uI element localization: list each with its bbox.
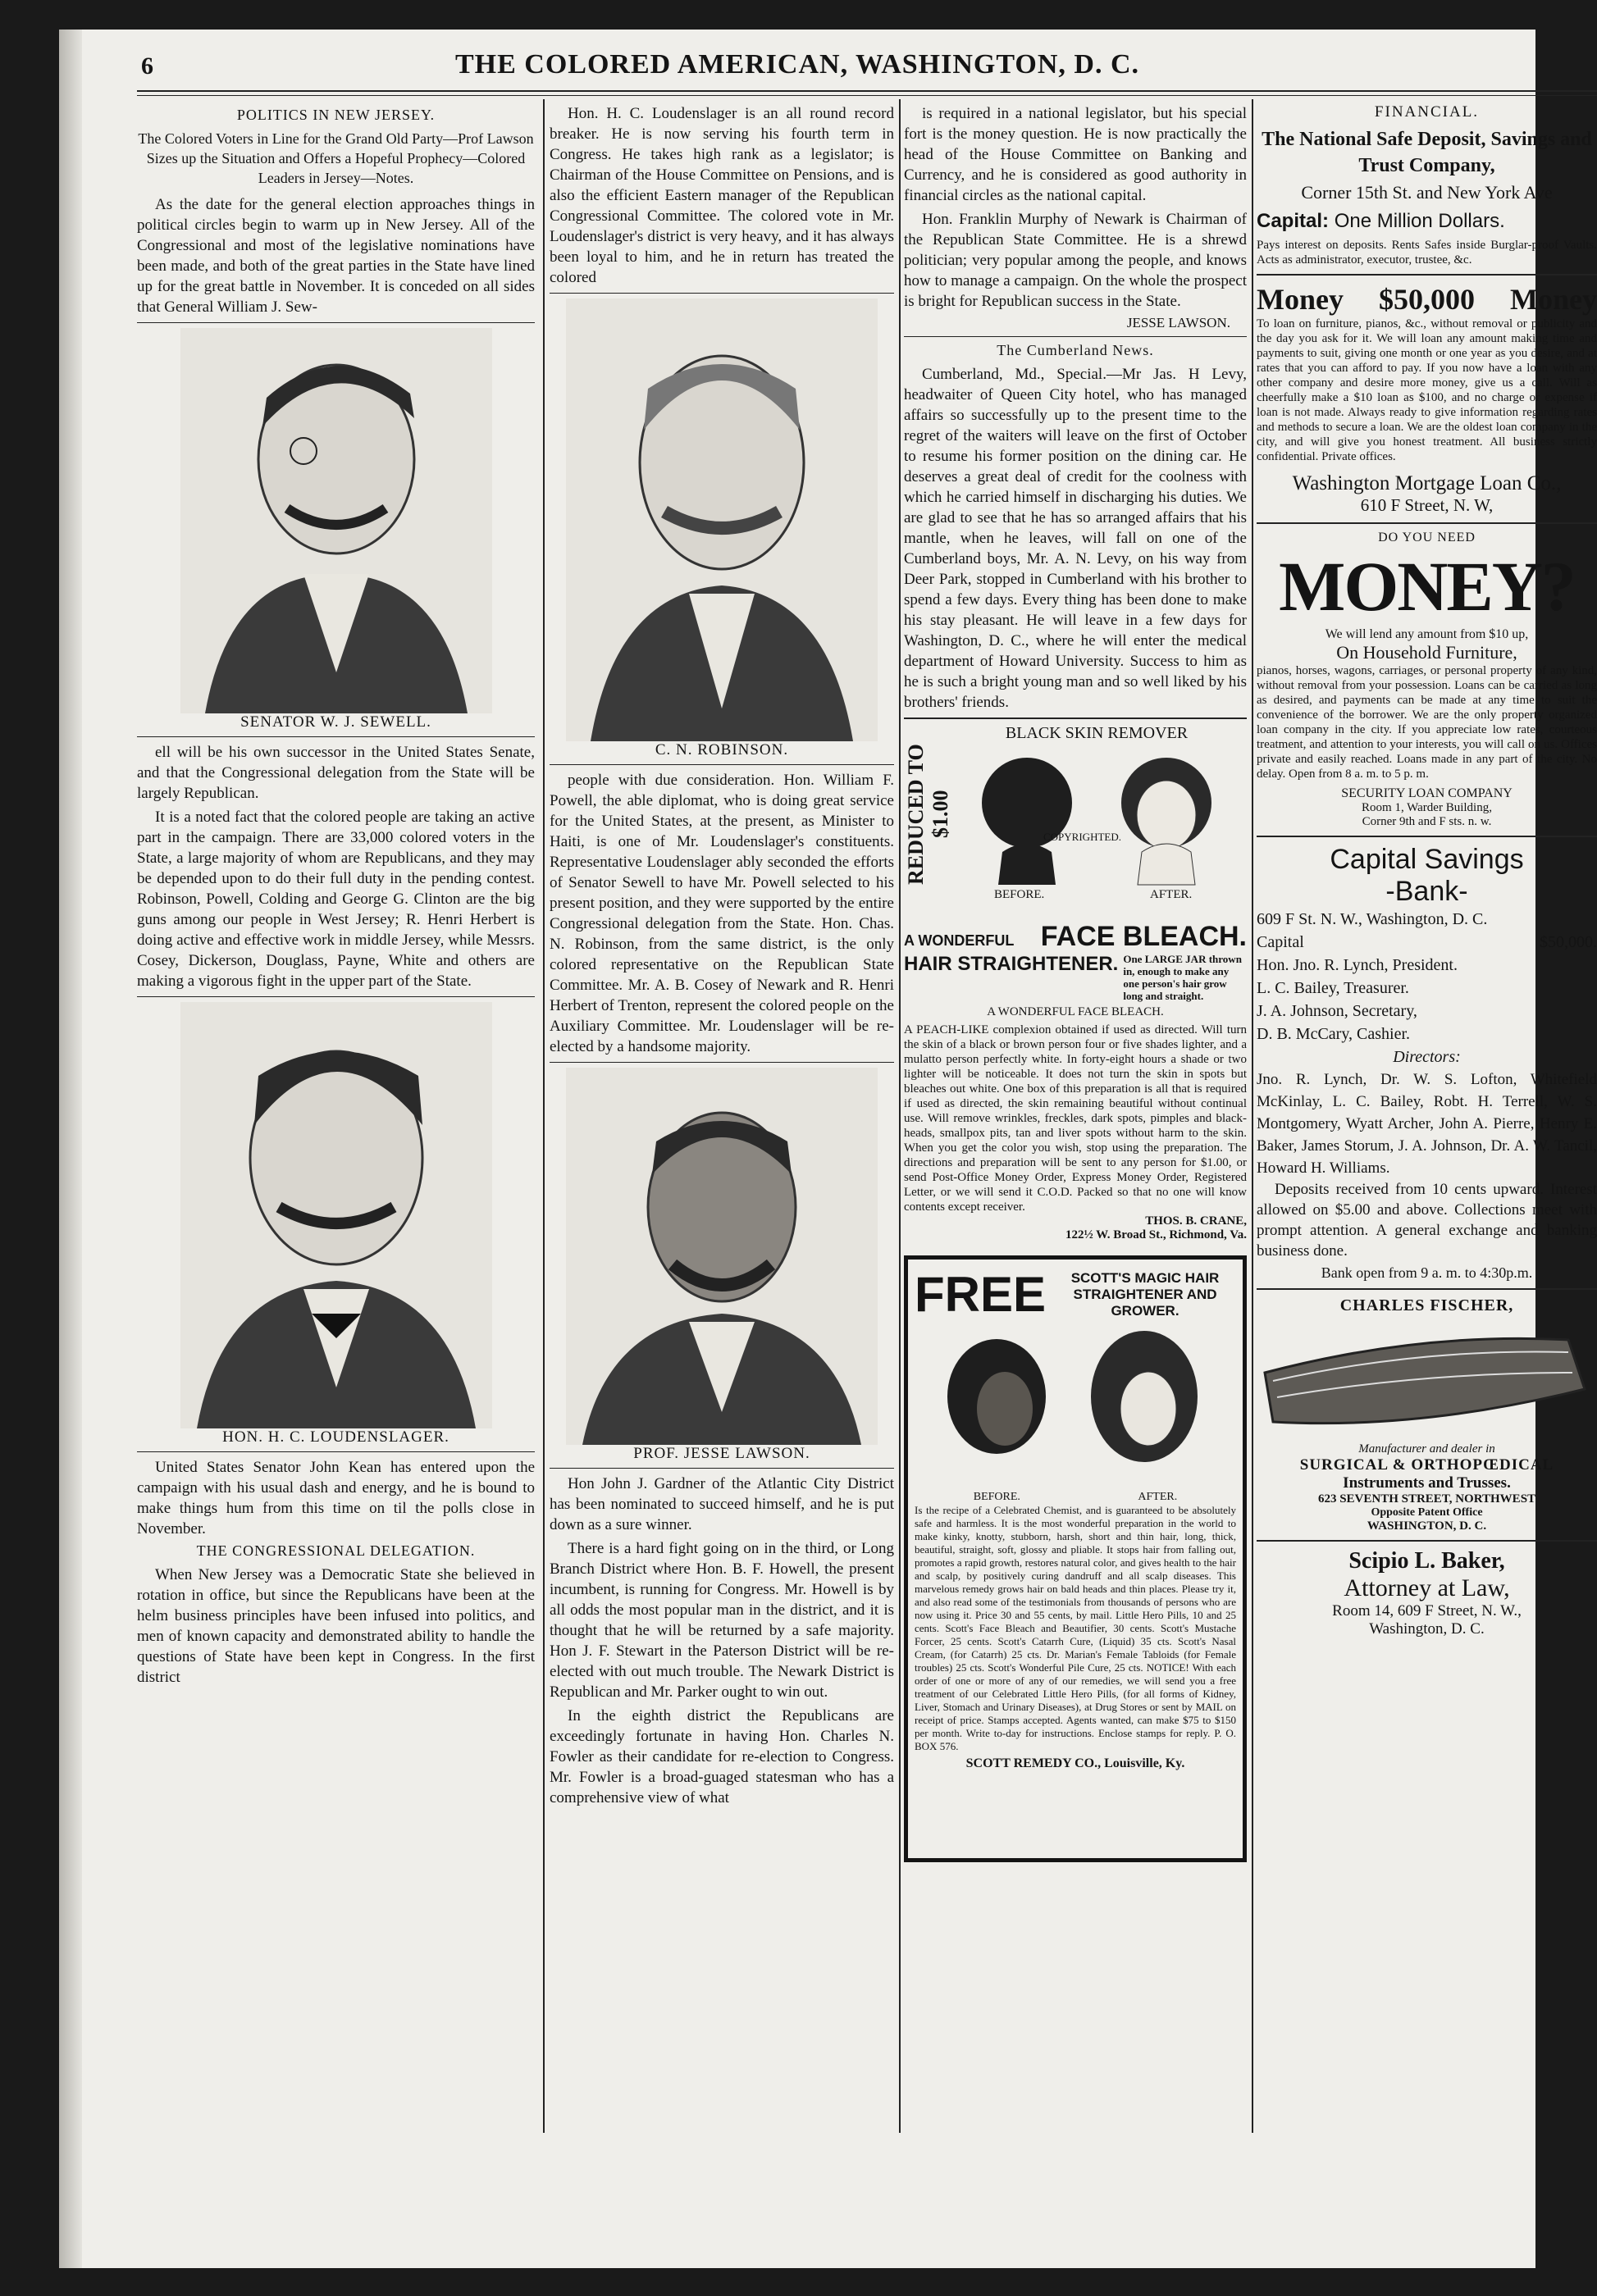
newspaper-page [59,30,1597,2268]
column-4 [1257,103,1597,2129]
ad-labels [915,1491,1236,1504]
directors-heading: Directors: [1393,1048,1461,1066]
section-headline: THE CONGRESSIONAL DELEGATION. [196,1542,476,1559]
bank-name: The National Safe Deposit, Savings and Trust Company, [1262,129,1592,176]
portrait-caption: SENATOR W. J. SEWELL. [240,713,431,731]
ad-title: BLACK SKIN REMOVER [1005,724,1189,742]
baker-title: Attorney at Law, [1344,1574,1510,1601]
officer: J. A. Johnson, Secretary, [1257,1002,1417,1020]
financial-heading: FINANCIAL. [1374,103,1480,121]
ad-hair-row [904,953,1247,1002]
engraving-image [566,1068,878,1445]
section-headline: The Cumberland News. [997,342,1154,358]
bank-capital: One Million Dollars. [1334,210,1505,232]
article-paragraph: As the date for the general election approaches things in political circles begin to warm up in New Jersey. All of the Congressional and most of the legislative nominations have been made, and both of the great parties in the State have lined up for the great battle in November. It is conceded on all sides that General William J. Sew- [137,196,535,316]
article-paragraph: Hon John J. Gardner of the Atlantic City District has been nominated to succeed himself, and he is put down as a sure winner. [550,1475,894,1533]
security-room: Room 1, Warder Building, [1362,801,1492,814]
ad-hair-straightener: HAIR STRAIGHTENER. [904,953,1119,975]
officer: D. B. McCary, Cashier. [1257,1025,1411,1043]
article-paragraph: is required in a national legislator, but his special fort is the money question. He is now practically the head of the House Committee on Banking and Currency, and he is considered as good authority in financial circles as the national capital. [904,105,1247,204]
portrait-caption: PROF. JESSE LAWSON. [633,1445,810,1462]
ad-wonderful: A WONDERFUL [904,932,1015,949]
furniture-line: On Household Furniture, [1336,642,1517,663]
officer: Hon. Jno. R. Lynch, President. [1257,956,1458,974]
fischer-instruments: Instruments and Trusses. [1343,1474,1511,1492]
article-subhead: The Colored Voters in Line for the Grand Old Party—Prof Lawson Sizes up the Situation and Offers a Hopeful Prophecy—Colored Leaders in Jersey—Notes. [138,130,534,186]
ad-subtitle: A WONDERFUL FACE BLEACH. [987,1005,1164,1018]
money-ad-body: To loan on furniture, pianos, &c., without removal or publicity and the day you ask for it. We will loan any amount making time and payments to suit, giving one month or one year as you desire, and at rates that you can afford to pay. If you now have a loan with any other company and desire more money, give us a call. Will as cheerfully make a $10 loan as $100, and no charge or expense if loan is not made. Always ready to give information regarding rates and methods to secure a loan. We are the oldest loan company in the city, and will give you honest treatment. All business strictly confidential. Private offices. [1257,317,1597,463]
money-question: MONEY? [1279,547,1575,626]
bank-hours: Bank open from 9 a. m. to 4:30p.m. [1321,1264,1533,1281]
article-headline: POLITICS IN NEW JERSEY. [236,107,436,123]
column-3 [904,103,1247,2129]
ad-address: 122½ W. Broad St., Richmond, Va. [1065,1228,1247,1241]
security-company: SECURITY LOAN COMPANY [1341,786,1513,800]
before-after-image [915,1323,1226,1487]
ad-footer: SCOTT REMEDY CO., Louisville, Ky. [965,1756,1185,1770]
article-paragraph: In the eighth district the Republicans are exceedingly fortunate in having Hon. Charles N. Fowler as their candidate for re-election to Congress. Mr. Fowler is a broad-guaged statesman who has a comprehensive view of what [550,1707,894,1806]
fischer-opposite: Opposite Patent Office [1371,1506,1483,1519]
page-binding [59,30,82,2268]
engraving-image [180,328,492,713]
need-heading: DO YOU NEED [1378,531,1476,544]
ad-jar-text: One LARGE JAR thrown in, enough to make any one person's hair grow long and straight. [1123,953,1242,1002]
money-left: Money [1257,283,1344,316]
ad-body: A PEACH-LIKE complexion obtained if used as directed. Will turn the skin of a black or brown person four or five shades lighter, and a mulatto person perfectly white. In forty-eight hours a shade or two lighter will be noticeable. It does not turn the skin in spots but bleaches out white. One box of this preparation is all that is required if used as directed, the skin remaining beautiful without continual use. Will remove wrinkles, freckles, dark spots, pimples and black-heads, smallpox pits, tan and liver spots without harm to the skin. When you get the color you wish, stop using the preparation. The directions and preparation will be sent to any person for $1.00, or send Post-Office Money Order, Express Money Order, Registered Letter, or we will send it C.O.D. Packed so that no one will know contents except receiver. [904,1023,1247,1214]
capital-savings-title: Capital Savings [1330,844,1524,875]
ad-free: FREE [915,1267,1047,1322]
ad-after-label: AFTER. [1138,1491,1178,1503]
column-rule [1252,99,1253,2133]
bank-address: Corner 15th St. and New York Ave [1301,182,1553,203]
ad-side-banner: REDUCED TO $1.00 [904,744,952,885]
truss-image [1257,1315,1593,1438]
baker-city: Washington, D. C. [1369,1620,1485,1638]
article-paragraph: Hon. H. C. Loudenslager is an all round record breaker. He is now serving his fourth term in Congress. He takes high rank as a legislator; is Chairman of the House Committee on Pensions, and is also the efficient Eastern manager of the Republican Congressional Committee. The colored vote in Mr. Loudenslager's district is very heavy, and it has always been loyal to him, and he in return has treated the colored [550,105,894,286]
fischer-name: CHARLES FISCHER, [1339,1296,1514,1314]
ad-title: SCOTT'S MAGIC HAIR STRAIGHTENER AND GROWER. [1070,1269,1220,1319]
directors-list: Jno. R. Lynch, Dr. W. S. Lofton, Whitefield McKinlay, L. C. Bailey, Robt. H. Terrell, W. S. Montgomery, Wyatt Archer, John A. Pierre, Henry E. Baker, James Storum, J. A. Johnson, Dr. A. W. Tancil, Howard H. Williams. [1257,1071,1597,1177]
ad-copyright: COPYRIGHTED. [1043,831,1121,843]
before-after-image [953,745,1240,885]
capital-label: Capital [1257,933,1304,951]
ad-header [915,1266,1236,1323]
ad-advertiser: THOS. B. CRANE, [1145,1214,1247,1228]
header-rule-thin [137,95,1597,96]
column-1 [137,103,535,2129]
face-bleach-ad [904,724,1247,921]
security-corner: Corner 9th and F sts. n. w. [1362,815,1492,828]
article-paragraph: people with due consideration. Hon. William F. Powell, the able diplomat, who is doing great service for the United States, at the present, as Minister to Haiti, is one of Mr. Loudenslager's constituents. Representative Loudenslager ably seconded the efforts of Senator Sewell to have Mr. Powell selected to his present position, and they were supported by the entire Congressional delegation from the State. Hon. Chas. N. Robinson, from the same district, is the only colored representative on the Republican State Committee. Mr. A. B. Cosey of Newark and R. Henri Herbert of Trenton, represent the colored people on the Auxiliary Committee. Mr. Loudenslager will be re-elected by a handsome majority. [550,772,894,1055]
deposits-text: Deposits received from 10 cents upward. Interest allowed on $5.00 and above. Collections meet with prompt attention. A general exchange and banking business done. [1257,1181,1597,1260]
article-paragraph: United States Senator John Kean has entered upon the campaign with his usual dash and energy, and he is bound to make things hum from this time on til the polls close in November. [137,1459,535,1538]
fischer-subtitle: SURGICAL & ORTHOPŒDICAL [1299,1456,1554,1474]
portrait-caption: HON. H. C. LOUDENSLAGER. [222,1428,449,1446]
money-ad-header [1257,282,1597,317]
page-header [59,38,1535,87]
article-paragraph: ell will be his own successor in the United States Senate, and that the Congressional delegation from the State will be largely Republican. [137,744,535,802]
page-number: 6 [141,52,153,80]
officer: L. C. Bailey, Treasurer. [1257,979,1409,997]
capital-amount: $50,000. [1540,933,1597,951]
portrait-loudenslager [180,1002,492,1428]
ad-after-label: AFTER. [1150,888,1193,901]
capital-savings-bank: -Bank- [1385,876,1468,907]
column-2 [550,103,894,2129]
column-rule [543,99,545,2133]
ad-headline-row [904,921,1247,953]
security-body: pianos, horses, wagons, carriages, or personal property of any kind, without removal from your possession. Loans can be carried as long as desired, and payments can be made at any time to suit the convenience of the borrower. We are the only property organized loan company in the city. If you appreciate low rates, courteous treatment, and attention to your interests, you will call on us. Offices private and easily reached. Loans made in any part of the city. No delay. Open from 8 a. m. to 5 p. m. [1257,664,1597,781]
article-signature: JESSE LAWSON. [1126,315,1230,330]
fischer-mfr: Manufacturer and dealer in [1358,1442,1495,1456]
ad-body: Is the recipe of a Celebrated Chemist, and is guaranteed to be absolutely safe and harmless. It is the most wonderful preparation in the world to make kinky, knotty, stubborn, harsh, short and thin hair, long, thick, beautiful, straight, soft, glossy and pliable. It stops hair from falling out, promotes a rapid growth, restores natural color, and gives health to the hair and scalp, by positively curing dandruff and all scalp diseases. This marvelous remedy grows hair on bald heads and thin places. Please try it, and also read some of the testimonials from thousands of persons who are now using it. Price 30 and 55 cents, by mail. Little Hero Pills, 10 and 25 cents. Scott's Face Bleach and Beautifier, 30 cents. Scott's Mustache Forcer, 25 cents. Scott's Catarrh Cure, (Liquid) 35 cts. Scott's Nasal Cream, (for Catarrh) 25 cts. Dr. Marian's Female Tabloids (for Female troubles) 25 cts. Scott's Wonderful Pile Cure, 25 cts. NOTICE! With each order of one or more of any of our remedies, we will send you a free treatment of our Celebrated Little Hero Pills, (for all forms of Kidney, Liver, Stomach and Urinary Diseases), at Drug Stores or sent by MAIL on receipt of price. Stamps accepted. Agents wanted, can make $75 to $150 per month. Write to-day for instructions. Enclose stamps for reply. P. O. BOX 576. [915,1504,1236,1752]
baker-name: Scipio L. Baker, [1348,1548,1505,1574]
ad-face-bleach: FACE BLEACH. [1040,921,1247,952]
column-rule [899,99,901,2133]
ad-before-label: BEFORE. [994,888,1045,901]
article-paragraph: Cumberland, Md., Special.—Mr Jas. H Levy, headwaiter of Queen City hotel, who has managed affairs so successfully up to the present time to the regret of the waiters will leave on the first of October to resume his former position on the dining car. He deserves a great deal of credit for the coolness with which he carried himself in discharging his duties. We are glad to see that he has so arranged affairs that his mantle, when he leaves, will fall on one of the Cumberland boys, Mr. A. N. Levy, on his way from Deer Park, stopped in Cumberland with his brother to spend a few days. Every thing has been done to make his stay pleasant. He will leave in a few days for Washington, D. C., where he will enter the medical department of Howard University. Success to him as he is such a bright young man and so well liked by his brothers' friends. [904,366,1247,711]
article-paragraph: It is a noted fact that the colored people are taking an active part in the campaign. There are 33,000 colored voters in the State, a large majority of whom are Republicans, and they may be depended upon to do their full duty in the pending contest. Robinson, Powell, Colding and George G. Clinton are the big guns among our people in West Jersey; R. Henri Herbert is doing active and effective work in middle Jersey, while Messrs. Cosey, Dickerson, Douglass, Payne, White and others are making a vigorous fight in the upper part of the State. [137,809,535,990]
portrait-sewell [180,328,492,713]
scotts-hair-ad [904,1255,1247,1862]
mortgage-company: Washington Mortgage Loan Co., [1292,472,1562,494]
portrait-caption: C. N. ROBINSON. [655,741,789,758]
capital-address: 609 F St. N. W., Washington, D. C. [1257,910,1488,928]
engraving-image [180,1002,492,1428]
mortgage-address: 610 F Street, N. W, [1360,495,1494,515]
header-rule [137,90,1597,92]
engraving-image [566,298,878,741]
masthead: THE COLORED AMERICAN, WASHINGTON, D. C. [454,49,1140,80]
article-paragraph: Hon. Franklin Murphy of Newark is Chairman of the Republican State Committee. He is a shrewd politician; very popular among the people, and knows how to manage a campaign. On the whole the prospect is bright for Republican success in the State. [904,211,1247,310]
capital-row [1257,931,1597,954]
fischer-city: WASHINGTON, D. C. [1367,1519,1487,1533]
portrait-robinson [566,298,878,741]
article-paragraph: When New Jersey was a Democratic State she believed in rotation in office, but since the Republicans have been at the helm business principles have been infused into politics, and men of known capacity and demonstrated ability to handle the questions of State have been kept in Congress. In the first district [137,1566,535,1686]
fischer-address: 623 SEVENTH STREET, NORTHWEST [1317,1492,1536,1506]
bank-capital-label: Capital: [1257,210,1330,232]
money-amount: $50,000 [1379,283,1475,316]
article-paragraph: There is a hard fight going on in the third, or Long Branch District where Hon. B. F. Howell, the present incumbent, is running for Congress. Mr. Howell is by all odds the most popular man in the district, and it is thought that he will be returned by a safe majority. Hon J. F. Stewart in the Paterson District will be re-elected with out much trouble. The Newark District is Republican and Mr. Parker ought to win out. [550,1540,894,1701]
bank-capital-row [1257,210,1597,233]
bank-services: Pays interest on deposits. Rents Safes inside Burglar-proof Vaults. Acts as administrator, executor, trustee, &c. [1257,239,1597,266]
baker-room: Room 14, 609 F Street, N. W., [1332,1602,1522,1620]
money-right: Money [1510,283,1597,316]
portrait-lawson [566,1068,878,1445]
ad-before-label: BEFORE. [973,1491,1020,1503]
lend-line: We will lend any amount from $10 up, [1325,627,1529,641]
